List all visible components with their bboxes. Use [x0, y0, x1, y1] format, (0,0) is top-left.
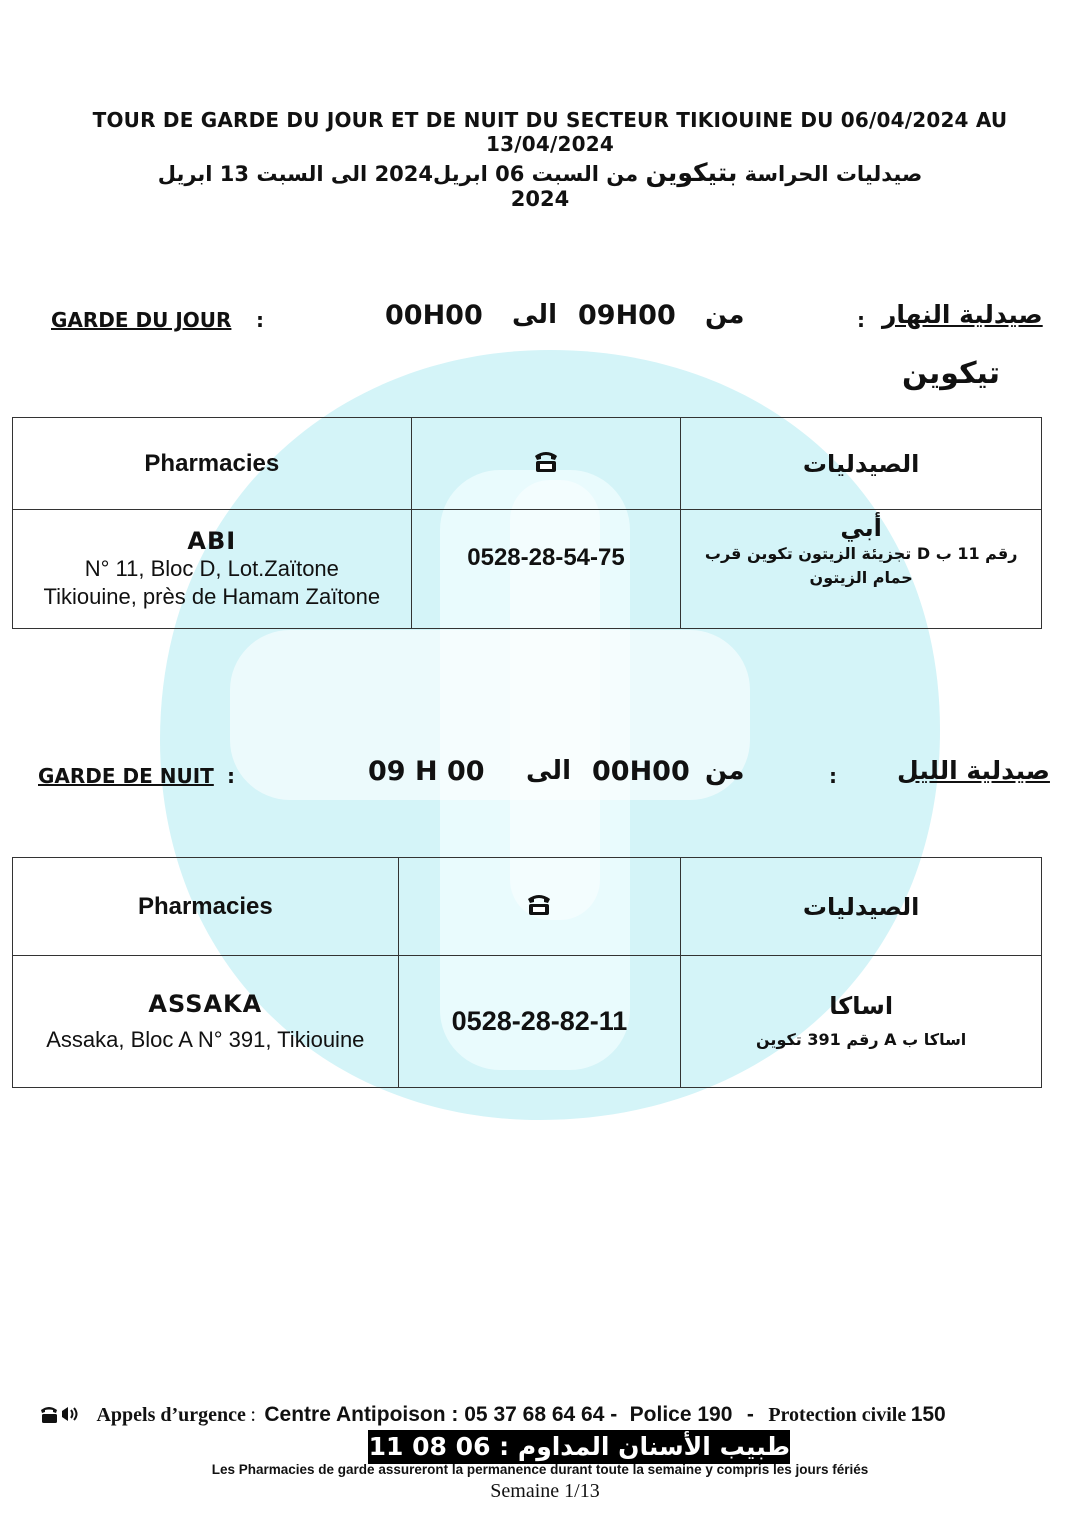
night-head-fr: Pharmacies [137, 892, 273, 920]
night-colon-left: : [227, 764, 235, 788]
dentist-on-duty-banner: طبيب الأسنان المداوم : 06 08 11 12 11 [368, 1430, 790, 1464]
police-number: Police 190 [629, 1403, 733, 1426]
night-pharmacy-name-ar: اساكا [829, 991, 894, 1020]
week-indicator: Semaine 1/13 [490, 1480, 600, 1502]
day-head-ar-cell [681, 418, 1042, 510]
day-pharmacy-addr-fr-2: Tikiouine, près de Hamam Zaïtone [43, 584, 381, 609]
title-french: TOUR DE GARDE DU JOUR ET DE NUIT DU SECTEUR TIKIOUINE DU 06/04/2024 AU 13/04/2024 [92, 108, 1008, 156]
night-to-word: الى [526, 756, 571, 786]
night-label-ar: صيدلية الليل [897, 756, 1050, 785]
day-table-header-row [13, 418, 1042, 510]
permanence-note: Les Pharmacies de garde assureront la permanence durant toute la semaine y compris les jours fériés [211, 1462, 869, 1477]
night-head-ar: الصيدليات [802, 892, 920, 921]
day-from-word: من [705, 300, 745, 330]
protection-civile-number: 150 [910, 1403, 946, 1426]
night-pharmacy-ar-cell [681, 956, 1042, 1088]
emergency-calls-label: Appels d’urgence [96, 1404, 246, 1426]
telephone-icon [526, 891, 552, 917]
night-pharmacy-name-fr: ASSAKA [148, 989, 263, 1018]
night-label-fr: GARDE DE NUIT [38, 764, 214, 788]
day-label-ar: صيدلية النهار [882, 300, 1043, 329]
day-pharmacy-addr-fr-1: N° 11, Bloc D, Lot.Zaïtone [84, 556, 339, 581]
night-pharmacy-addr-fr: Assaka, Bloc A N° 391, Tikiouine [46, 1026, 365, 1052]
night-from-time: 00H00 [592, 756, 690, 787]
telephone-icon [533, 448, 559, 474]
night-head-ar-cell [681, 858, 1042, 956]
night-colon-right: : [829, 764, 837, 788]
day-pharmacy-ar-cell [681, 510, 1042, 629]
day-to-time: 00H00 [385, 300, 483, 331]
day-pharmacy-phone: 0528-28-54-75 [467, 544, 625, 571]
emergency-phone-icon [40, 1404, 84, 1424]
night-to-time: 09 H 00 [368, 756, 485, 787]
day-head-fr-cell [13, 418, 412, 510]
footer-dash: - [746, 1403, 754, 1426]
table-row [13, 956, 1042, 1088]
day-city-ar: تيكوين [902, 356, 1001, 391]
night-from-word: من [705, 756, 745, 786]
day-pharmacy-name-ar: أبي [840, 514, 882, 542]
day-pharmacy-addr-ar: رقم 11 ب D تجزيئة الزيتون تكوين قرب حمام الزيتون [704, 544, 1018, 587]
emergency-calls-line [40, 1403, 1050, 1427]
night-pharmacy-addr-ar: اساكا ب A رقم 391 تكوين [756, 1029, 967, 1049]
title-arabic-part1: صيدليات الحراسة [744, 162, 923, 186]
title-arabic [150, 158, 930, 211]
day-head-ar: الصيدليات [802, 449, 920, 478]
day-pharmacy-table [12, 417, 1042, 629]
day-pharmacy-fr-cell [13, 510, 412, 629]
night-pharmacy-phone: 0528-28-82-11 [451, 1006, 628, 1036]
night-pharmacy-table [12, 857, 1042, 1088]
night-head-fr-cell [13, 858, 399, 956]
night-pharmacy-phone-cell [398, 956, 681, 1088]
day-head-phone-cell [411, 418, 681, 510]
day-colon-right: : [857, 308, 865, 332]
day-label-fr: GARDE DU JOUR [51, 308, 232, 332]
title-arabic-city: بتيكوين [645, 158, 738, 187]
day-head-fr: Pharmacies [144, 449, 280, 477]
emergency-calls-colon: : [250, 1404, 256, 1426]
title-arabic-part2: من السبت 06 ابريل2024 الى السبت 13 ابريل 2024 [157, 162, 639, 211]
day-colon-left: : [256, 308, 264, 332]
day-to-word: الى [512, 300, 557, 330]
protection-civile-label: Protection civile [768, 1404, 907, 1426]
night-pharmacy-fr-cell [13, 956, 399, 1088]
day-from-time: 09H00 [578, 300, 676, 331]
night-head-phone-cell [398, 858, 681, 956]
day-pharmacy-phone-cell [411, 510, 681, 629]
night-table-header-row [13, 858, 1042, 956]
antipoison-number: Centre Antipoison : 05 37 68 64 64 - [264, 1403, 618, 1426]
day-pharmacy-name-fr: ABI [187, 527, 237, 555]
table-row [13, 510, 1042, 629]
